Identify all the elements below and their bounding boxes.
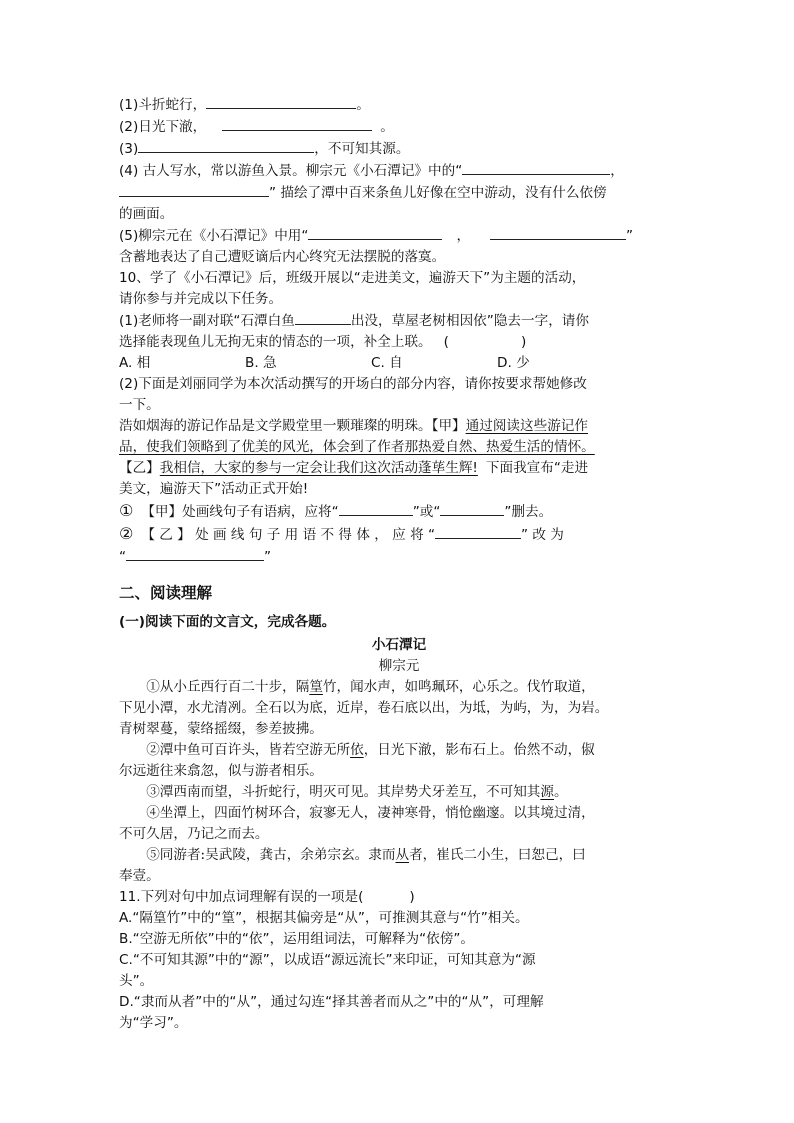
article-text: ④坐潭上，四面竹树环合，寂寥无人，凄神寒骨，悄怆幽邃。以其境过清， (146, 805, 595, 821)
article-title: 小石潭记 (371, 637, 427, 653)
answer-blank[interactable] (126, 546, 264, 561)
answer-1-text-c: ”删去。 (504, 504, 553, 520)
q11-option-c-line2: 头”。 (119, 973, 154, 989)
q10-sub2-line1 (119, 374, 679, 395)
article-paragraph-2-line2 (119, 761, 679, 782)
q10-sub1-line1 (119, 310, 679, 332)
q9-item-5-line1 (119, 225, 679, 247)
q11-paren-close: ) (409, 889, 415, 905)
article-text: 不可久居，乃记之而去。 (119, 826, 269, 842)
q9-item-1-end: 。 (356, 97, 370, 113)
answer-blank[interactable] (490, 225, 626, 240)
q10-sub2-text-2: 一下。 (119, 397, 160, 413)
q11-stem (119, 887, 679, 908)
q10-passage-line1 (119, 416, 679, 437)
option-a[interactable]: A. 相 (119, 355, 151, 371)
q10-passage-line3 (119, 458, 679, 479)
q10-intro-line2 (119, 289, 679, 310)
q9-item-4-text: (4) 古人写水，常以游鱼入景。柳宗元《小石潭记》中的“ (119, 163, 463, 179)
answer-paren-open: ( (443, 334, 449, 350)
article-text: ③潭西南而望，斗折蛇行，明灭可见。其岸势犬牙差互，不可知其 (146, 784, 541, 800)
article-paragraph-4-line2 (119, 824, 679, 845)
answer-blank[interactable] (435, 524, 521, 539)
article-text: ⑤同游者:吴武陵，龚古，余弟宗玄。隶而 (146, 847, 396, 863)
section-title: 二、阅读理解 (119, 584, 213, 602)
article-paragraph-5 (119, 845, 679, 866)
q9-item-3-end: ，不可知其源。 (314, 141, 410, 157)
q11-option-c[interactable]: C.“不可知其源”中的“源”，以成语“源远流长”来印证，可知其意为“源 (119, 952, 536, 968)
q10-intro-text: 10、学了《小石潭记》后，班级开展以“走进美文，遍游天下”为主题的活动， (119, 270, 586, 286)
article-text: 下见小潭，水尤清冽。全石以为底，近岸，卷石底以出，为坻，为屿，为，为岩。 (119, 700, 609, 716)
q10-sub1-text-b: 出没，草屋老树相因依”隐去一字，请你 (350, 313, 589, 329)
q11-option-d[interactable]: D.“隶而从者”中的“从”，通过勾连“择其善者而从之”中的“从”，可理解 (119, 994, 544, 1010)
article-text: 青树翠蔓，蒙络摇缀，参差披拂。 (119, 721, 323, 737)
q9-item-1-text: (1)斗折蛇行， (119, 97, 207, 113)
answer-2-quote-open: “ (119, 549, 127, 565)
passage-text: 浩如烟海的游记作品是文学殿堂里一颗璀璨的明珠。 (119, 418, 432, 434)
passage-underlined-yi: 我相信，大家的参与一定会让我们这次活动蓬荜生辉! (159, 460, 478, 476)
q9-item-5-text-2: 含蓄地表达了自己遭贬谪后内心终究无法摆脱的落寞。 (119, 249, 446, 265)
q10-intro-text-2: 请你参与并完成以下任务。 (119, 291, 283, 307)
passage-text-3: 下面我宣布“走进 (485, 460, 589, 476)
option-c[interactable]: C. 自 (371, 355, 403, 371)
option-d[interactable]: D. 少 (497, 355, 530, 371)
article-paragraph-1-line3 (119, 719, 679, 740)
q9-item-4-line2 (119, 182, 679, 204)
section-subtitle: (一)阅读下面的文言文，完成各题。 (119, 614, 336, 630)
q9-item-5-line2 (119, 247, 679, 268)
q10-sub1-text: (1)老师将一副对联“石潭白鱼 (119, 313, 295, 329)
answer-blank[interactable] (308, 225, 442, 240)
article-body (119, 677, 679, 887)
dotted-word: 篁 (309, 679, 323, 695)
q10-answer-1 (119, 500, 679, 523)
answer-blank[interactable] (206, 94, 356, 109)
q9-item-1 (119, 94, 679, 116)
article-text: 竹，闻水声，如鸣珮环，心乐之。伐竹取道， (322, 679, 595, 695)
article-paragraph-5-line2 (119, 866, 679, 887)
q10-options (119, 353, 679, 374)
article-text: 者，崔氏二小生，曰恕己，曰 (409, 847, 586, 863)
q9-item-4-text-2: ” 描绘了潭中百来条鱼儿好像在空中游动，没有什么依傍 (269, 185, 607, 201)
passage-underlined-jia-2: 品，使我们领略到了优美的风光，体会到了作者那热爱自然、热爱生活的情怀。 (119, 439, 595, 455)
q9-item-2-text: (2)日光下澈， (119, 119, 207, 135)
answer-blank[interactable] (462, 160, 610, 175)
answer-2-text: 【 乙 】 处 画 线 句 子 用 语 不 得 体 ， 应 将 “ (141, 527, 436, 543)
article-text: 。 (554, 784, 568, 800)
answer-1-text: 【甲】处画线句子有语病，应将“ (141, 504, 339, 520)
article-text: ，日光下澈，影布石上。佁然不动，俶 (363, 742, 595, 758)
q9-item-4-line3 (119, 204, 679, 225)
q9-item-2-end: 。 (380, 119, 394, 135)
answer-2-number: ② (119, 524, 134, 543)
article-paragraph-4 (119, 803, 679, 824)
dotted-word: 从 (395, 847, 410, 863)
q10-answer-2 (119, 523, 679, 546)
q10-passage-line2 (119, 437, 679, 458)
q10-sub1-line2 (119, 332, 679, 353)
q9-item-4-comma: ， (610, 163, 624, 179)
q9-item-3 (119, 138, 679, 160)
passage-underlined-jia: 通过阅读这些游记作 (465, 418, 588, 434)
dotted-word: 源 (540, 784, 554, 800)
answer-1-text-b: ”或“ (412, 504, 441, 520)
q9-item-5-end: ” (626, 228, 634, 244)
answer-blank[interactable] (339, 501, 413, 516)
article-paragraph-3 (119, 782, 679, 803)
article-author: 柳宗元 (378, 658, 420, 674)
answer-paren-close: ) (520, 334, 527, 350)
q9-item-2 (119, 116, 679, 138)
passage-tag-jia: 【甲】 (431, 418, 466, 434)
document-content (119, 94, 679, 1034)
q10-sub2-line2 (119, 395, 679, 416)
article-text: ②潭中鱼可百许头，皆若空游无所 (146, 742, 351, 758)
q9-item-3-text: (3) (119, 141, 139, 157)
article-text: ①从小丘西行百二十步，隔 (146, 679, 310, 695)
answer-1-number: ① (119, 501, 134, 520)
article-paragraph-1 (119, 677, 679, 698)
article-text: 奉壹。 (119, 868, 160, 884)
q10-sub2-text: (2)下面是刘丽同学为本次活动撰写的开场白的部分内容，请你按要求帮她修改 (119, 376, 587, 392)
q11-stem-text: 11.下列对句中加点词理解有误的一项是( (119, 889, 364, 905)
answer-blank[interactable] (222, 116, 372, 131)
q9-item-5-text: (5)柳宗元在《小石潭记》中用“ (119, 228, 309, 244)
answer-blank[interactable] (295, 310, 351, 325)
option-b[interactable]: B. 急 (245, 355, 277, 371)
answer-blank[interactable] (138, 138, 314, 153)
article-text: 尔远逝往来翕忽，似与游者相乐。 (119, 763, 323, 779)
q11-option-a[interactable]: A.“隔篁竹”中的“篁”，根据其偏旁是“从”，可推测其意与“竹”相关。 (119, 910, 529, 926)
article-paragraph-1-line2 (119, 698, 679, 719)
answer-2-text-end: ” 改 为 (521, 527, 564, 543)
dotted-word: 依 (350, 742, 364, 758)
q11-option-b[interactable]: B.“空游无所依”中的“依”，运用组词法，可解释为“依傍”。 (119, 931, 474, 947)
answer-2-quote-close: ” (264, 549, 272, 565)
article-paragraph-2 (119, 740, 679, 761)
q11-option-d-line2: 为“学习”。 (119, 1015, 188, 1031)
q9-item-4-text-3: 的画面。 (119, 206, 174, 222)
passage-text-4: 美文，遍游天下”活动正式开始! (119, 481, 309, 497)
answer-blank[interactable] (440, 501, 504, 516)
q9-item-4-line1 (119, 160, 679, 182)
q10-answer-2-line2 (119, 546, 679, 568)
q10-passage-line4 (119, 479, 679, 500)
q10-sub1-text-2: 选择能表现鱼儿无拘无束的情态的一项，补全上联。 (119, 334, 432, 350)
q9-item-5-comma: ， (456, 228, 471, 244)
passage-tag-yi: 【乙】 (119, 460, 160, 476)
q10-intro-line1 (119, 268, 679, 289)
answer-blank[interactable] (119, 182, 269, 197)
